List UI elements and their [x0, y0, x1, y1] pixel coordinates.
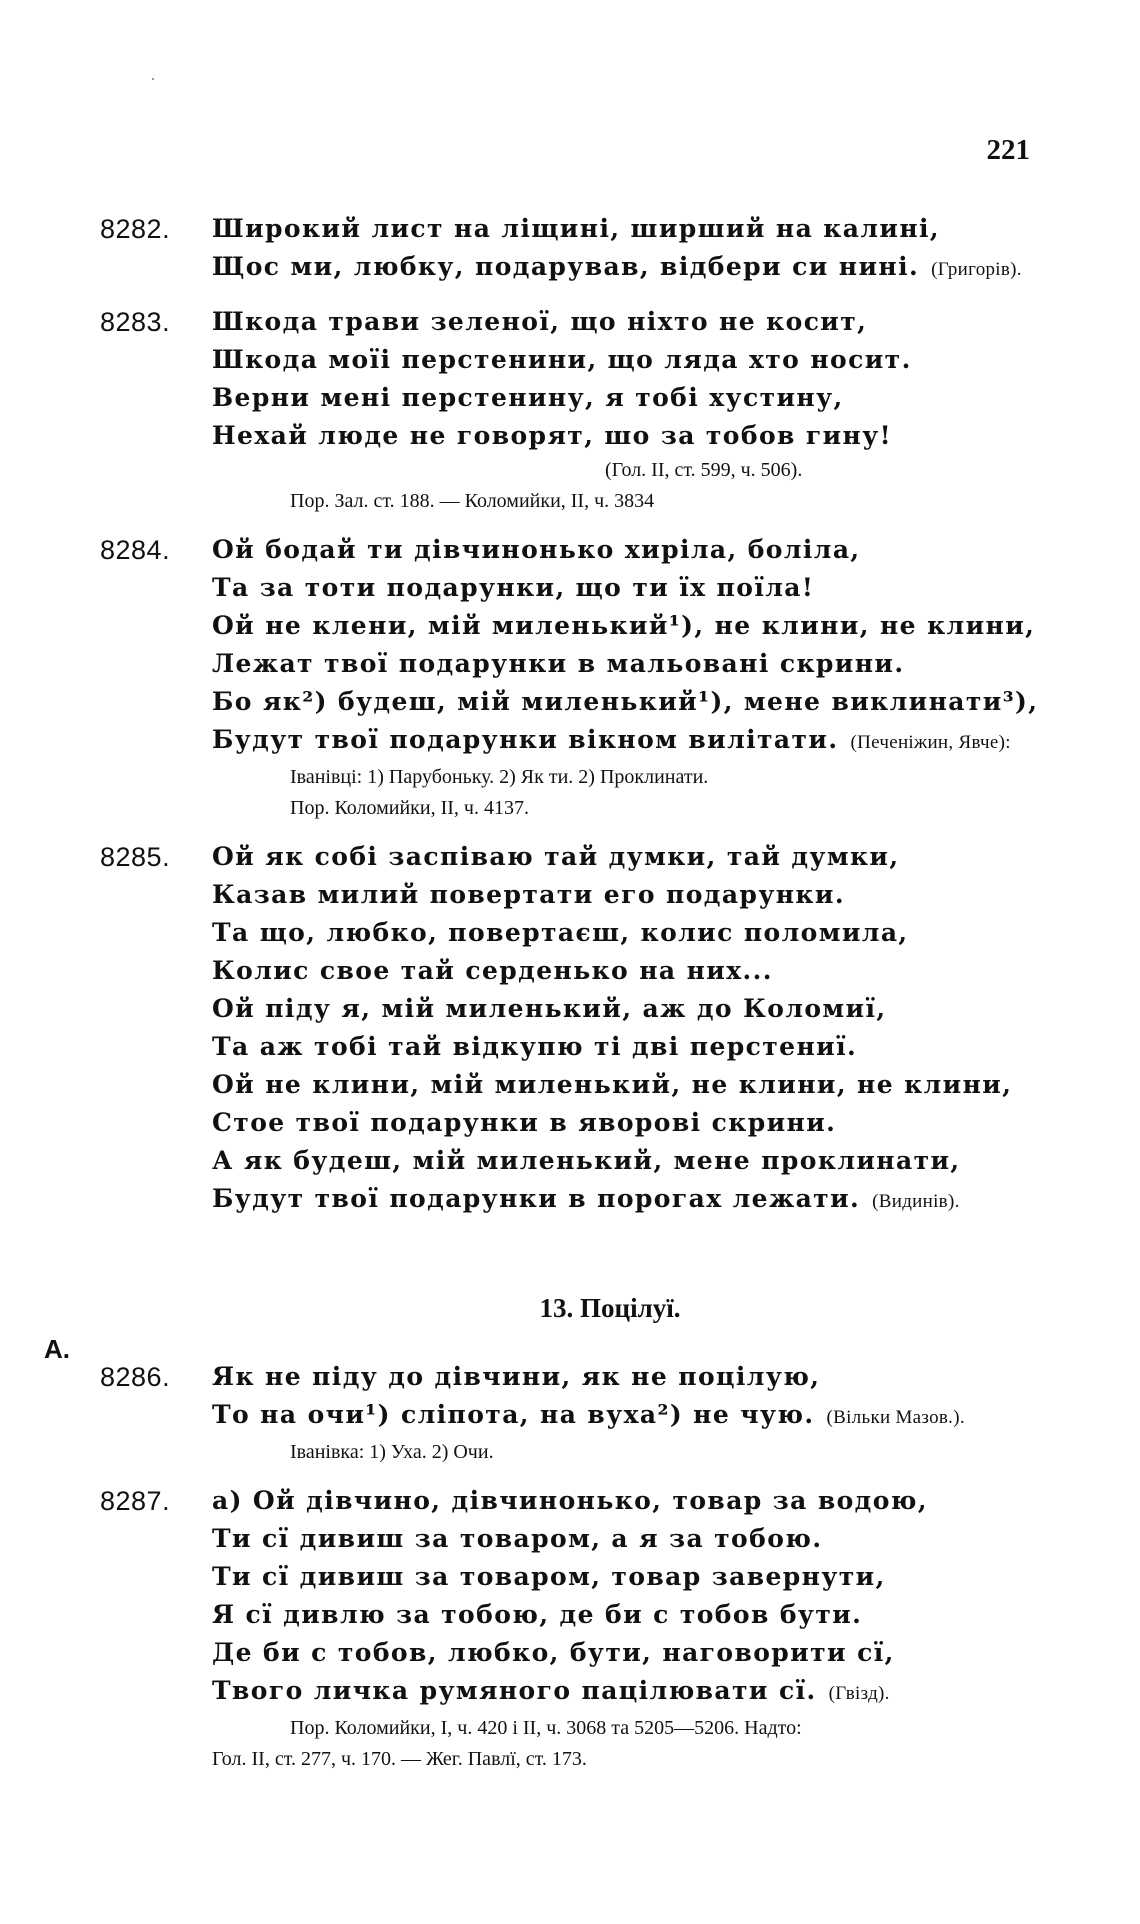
- verse-line: [212, 1142, 1140, 1180]
- verse-line: [212, 1482, 1140, 1520]
- verse-line: [212, 645, 1140, 683]
- verse-text: Ти сї дивиш за товаром, а я за тобою.: [212, 1524, 823, 1553]
- verse-line: [212, 914, 1140, 952]
- verse-text: Ти сї дивиш за товаром, товар завернути,: [212, 1562, 886, 1591]
- verse-text: Щос ми, любку, подарував, відбери си нині.: [212, 252, 920, 281]
- scan-speck: [152, 78, 154, 80]
- verse-line: [212, 379, 1140, 417]
- verse-line: [212, 1520, 1140, 1558]
- verse-line: [212, 990, 1140, 1028]
- verse-text: Та аж тобі тай відкупю ті дві перстениї.: [212, 1032, 858, 1061]
- verse-text: Верни мені перстенину, я тобі хустину,: [212, 383, 844, 412]
- verse-text: Нехай люде не говорят, шо за тобов гину!: [212, 421, 893, 450]
- verse-text: Будут твої подарунки вікном вилітати.: [212, 725, 839, 754]
- verse-source: (Вільки Мазов.).: [826, 1407, 965, 1428]
- verse-line: [212, 417, 1140, 455]
- entry-number: 8285.: [100, 842, 171, 872]
- verse-entry: [0, 838, 1140, 1221]
- verse-entry: [0, 210, 1140, 289]
- entry-number: 8287.: [100, 1486, 171, 1516]
- verse-text: Ой не клени, мій миленький¹), не клини, не клини,: [212, 611, 1036, 640]
- section-block: [0, 1293, 1140, 1364]
- verse-text: Будут твої подарунки в порогах лежати.: [212, 1184, 861, 1213]
- verse-line: [212, 1066, 1140, 1104]
- verse-text: Ой піду я, мій миленький, аж до Коломиї,: [212, 994, 887, 1023]
- verse-entry: [0, 303, 1140, 517]
- verse-line: [212, 1558, 1140, 1596]
- entry-note: Гол. II, ст. 277, ч. 170. — Жег. Павлї, ст. 173.: [212, 1748, 587, 1770]
- verse-text: Я сї дивлю за тобою, де би с тобов бути.: [212, 1600, 863, 1629]
- verse-text: Твого личка румяного пацілювати сї.: [212, 1676, 817, 1705]
- entry-number: 8282.: [100, 214, 171, 244]
- verse-text: Як не піду до дівчини, як не поцілую,: [212, 1362, 821, 1391]
- entry-note: Пор. Зал. ст. 188. — Коломийки, II, ч. 3834: [290, 490, 655, 512]
- verse-text: Ой бодай ти дівчинонько хиріла, боліла,: [212, 535, 861, 564]
- verse-line: [212, 531, 1140, 569]
- verse-text: Шкода трави зеленої, що ніхто не косит,: [212, 307, 868, 336]
- section-title: 13. Поцілуї.: [539, 1293, 681, 1323]
- verse-line: [212, 1672, 1140, 1713]
- verse-line: [212, 569, 1140, 607]
- verse-line: [212, 952, 1140, 990]
- verse-text: А як будеш, мій миленький, мене проклинати,: [212, 1146, 961, 1175]
- verse-text: Та за тоти подарунки, що ти їх поїла!: [212, 573, 815, 602]
- verse-line: [212, 1028, 1140, 1066]
- page-number: 221: [986, 134, 1030, 166]
- entries-after: [0, 1358, 1140, 1775]
- verse-line: [212, 607, 1140, 645]
- verse-line: [212, 721, 1140, 762]
- verse-text: Ой не клини, мій миленький, не клини, не клини,: [212, 1070, 1013, 1099]
- verse-line: [212, 303, 1140, 341]
- verse-line: [212, 210, 1140, 248]
- verse-text: Та що, любко, повертаєш, колис поломила,: [212, 918, 909, 947]
- verse-line: [212, 1104, 1140, 1142]
- verse-entry: [0, 1358, 1140, 1468]
- verse-line: [212, 1358, 1140, 1396]
- verse-text: Колис свое тай серденько на них...: [212, 956, 773, 985]
- entry-note: Пор. Коломийки, I, ч. 420 і II, ч. 3068 та 5205—5206. Надто:: [290, 1717, 802, 1739]
- section-marker: А.: [44, 1334, 70, 1364]
- verse-line: [212, 1596, 1140, 1634]
- entry-note: Пор. Коломийки, II, ч. 4137.: [290, 797, 529, 819]
- verse-entry: [0, 1482, 1140, 1775]
- verse-source: (Гвізд).: [828, 1683, 890, 1704]
- verse-line: [212, 341, 1140, 379]
- verse-text: То на очи¹) сліпота, на вуха²) не чую.: [212, 1400, 815, 1429]
- entry-note: Іванівці: 1) Парубоньку. 2) Як ти. 2) Проклинати.: [290, 766, 709, 788]
- verse-line: [212, 1634, 1140, 1672]
- verse-source: (Григорів).: [931, 259, 1022, 280]
- verse-line: [212, 683, 1140, 721]
- entry-note: (Гол. II, ст. 599, ч. 506).: [605, 459, 803, 481]
- entry-number: 8283.: [100, 307, 171, 337]
- verse-source: (Печеніжин, Явче):: [850, 732, 1011, 753]
- verse-text: Лежат твої подарунки в мальовані скрини.: [212, 649, 905, 678]
- verse-line: [212, 876, 1140, 914]
- entry-number: 8286.: [100, 1362, 171, 1392]
- verse-entry: [0, 531, 1140, 824]
- verse-text: Стое твої подарунки в яворові скрини.: [212, 1108, 837, 1137]
- verse-source: (Видинів).: [872, 1191, 960, 1212]
- verse-text: а) Ой дівчино, дівчинонько, товар за водою,: [212, 1486, 928, 1515]
- page-content: [0, 210, 1140, 1789]
- verse-line: [212, 1396, 1140, 1437]
- verse-text: Де би с тобов, любко, бути, наговорити сї,: [212, 1638, 895, 1667]
- verse-text: Широкий лист на ліщині, ширший на калині,: [212, 214, 941, 243]
- entry-note: Іванівка: 1) Уха. 2) Очи.: [290, 1441, 494, 1463]
- verse-text: Ой як собі заспіваю тай думки, тай думки,: [212, 842, 900, 871]
- verse-line: [212, 1180, 1140, 1221]
- entries-before: [0, 210, 1140, 1221]
- verse-text: Казав милий повертати его подарунки.: [212, 880, 845, 909]
- verse-line: [212, 248, 1140, 289]
- verse-text: Бо як²) будеш, мій миленький¹), мене виклинати³),: [212, 687, 1039, 716]
- verse-line: [212, 838, 1140, 876]
- verse-text: Шкода моїі перстенини, що ляда хто носит.: [212, 345, 912, 374]
- entry-number: 8284.: [100, 535, 171, 565]
